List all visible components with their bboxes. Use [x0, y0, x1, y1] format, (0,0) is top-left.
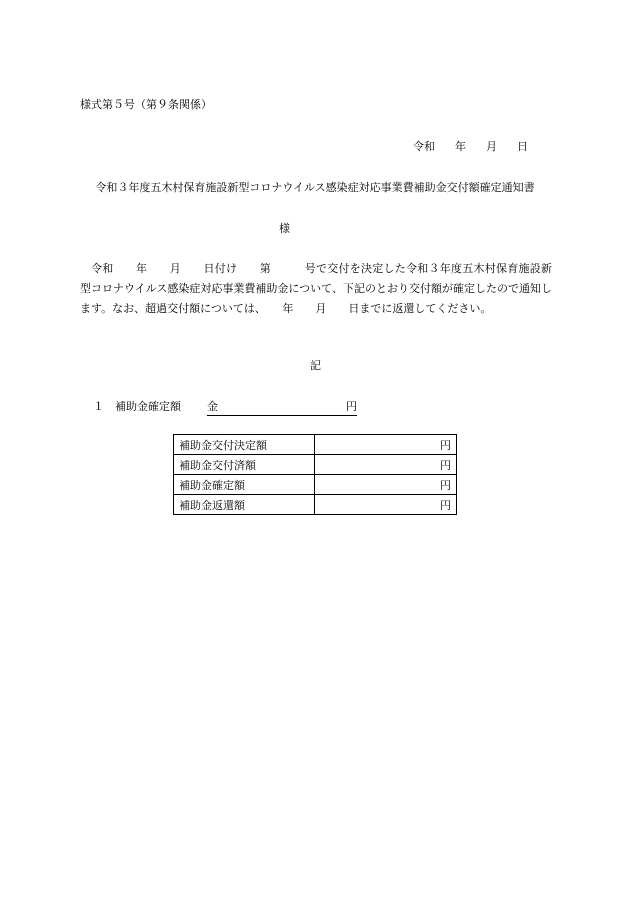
confirmed-amount-field: [207, 398, 357, 416]
table-row: [174, 435, 457, 455]
form-number: 様式第５号（第９条関係）: [80, 98, 212, 111]
date-month: 月: [486, 140, 497, 153]
table-row: [174, 455, 457, 475]
recipient-suffix: 様: [279, 222, 290, 235]
row-label: 補助金交付決定額: [174, 435, 315, 455]
amount-prefix: 金: [207, 400, 218, 413]
row-value: 円: [315, 475, 457, 495]
date-year: 年: [455, 140, 466, 153]
row-label: 補助金確定額: [174, 475, 315, 495]
row-value: 円: [315, 495, 457, 515]
table-row: [174, 495, 457, 515]
item1-label: １ 補助金確定額: [93, 400, 181, 413]
row-value: 円: [315, 435, 457, 455]
date-era: 令和: [413, 140, 435, 153]
amount-table: [173, 434, 457, 515]
row-value: 円: [315, 455, 457, 475]
table-row: [174, 475, 457, 495]
date-day: 日: [517, 140, 528, 153]
ki-heading: 記: [310, 359, 321, 372]
row-label: 補助金返還額: [174, 495, 315, 515]
date-line: [413, 138, 528, 154]
body-paragraph: 令和 年 月 日付け 第 号で交付を決定した令和３年度五木村保育施設新型コロナウイルス感染症対応事業費補助金について、下記のとおり交付額が確定したので通知します。なお、超過交付額については、 年 月 日までに返還してください。: [80, 262, 552, 315]
amount-unit: 円: [346, 400, 357, 413]
row-label: 補助金交付済額: [174, 455, 315, 475]
document-title: 令和３年度五木村保育施設新型コロナウイルス感染症対応事業費補助金交付額確定通知書: [95, 181, 535, 194]
